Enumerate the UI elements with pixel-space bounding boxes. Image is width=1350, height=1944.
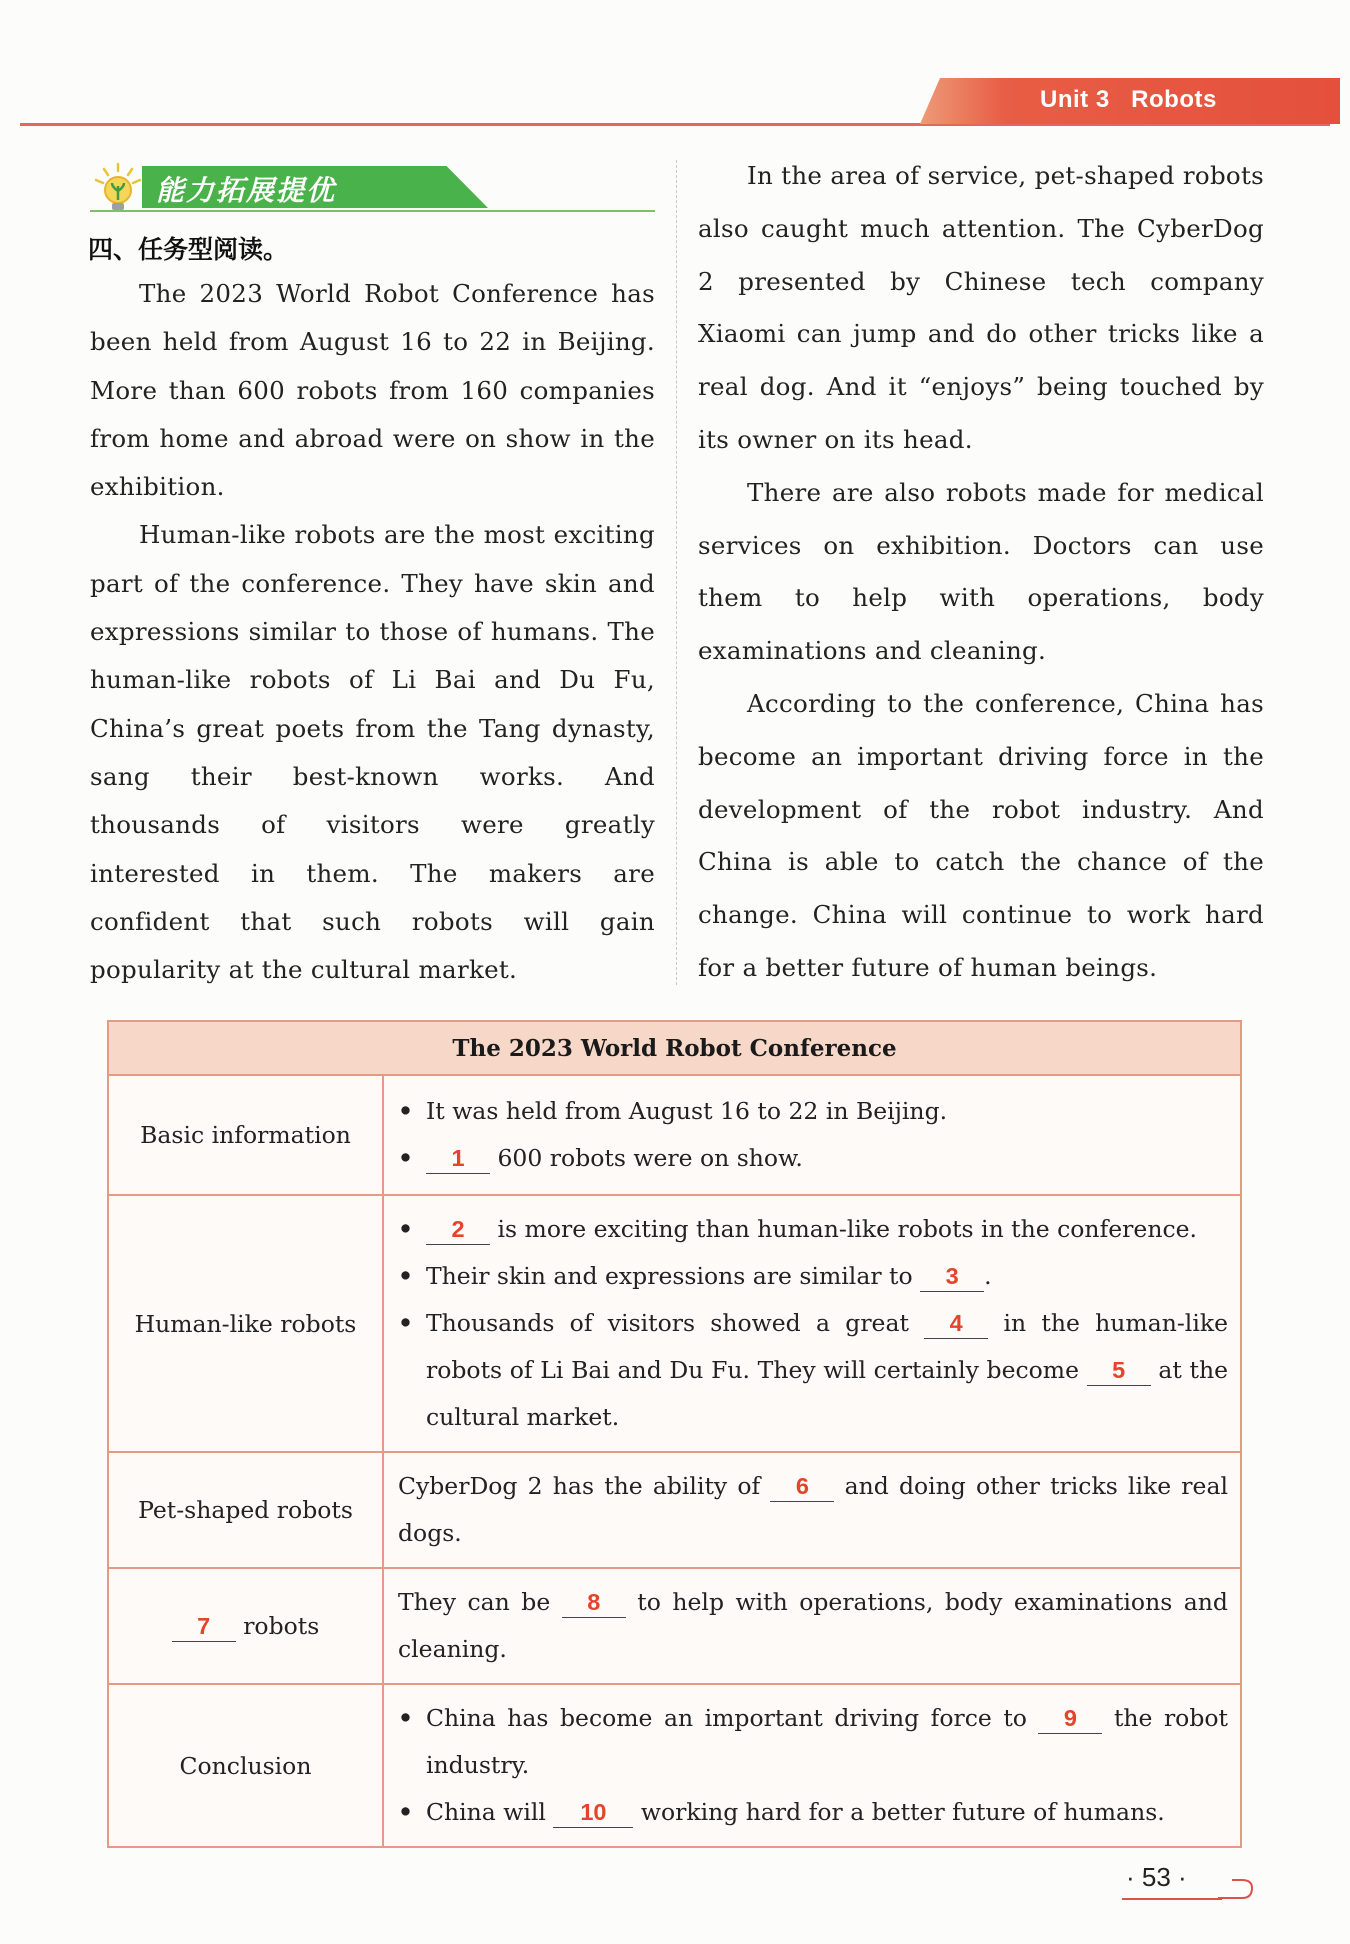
row-label-human: Human-like robots <box>108 1195 383 1452</box>
blank-4[interactable]: 4 <box>924 1308 988 1339</box>
badge-underline <box>90 210 655 212</box>
table-title: The 2023 World Robot Conference <box>108 1021 1241 1075</box>
bullet-icon: • <box>398 1097 414 1125</box>
blank-7[interactable]: 7 <box>172 1611 236 1642</box>
bullet-line: • It was held from August 16 to 22 in Beijing. <box>398 1088 1228 1135</box>
passage-left-column <box>90 270 655 994</box>
row-body-human <box>383 1195 1241 1452</box>
summary-table <box>107 1020 1242 1848</box>
blank-9[interactable]: 9 <box>1038 1703 1102 1734</box>
bullet-icon: • <box>398 1144 414 1172</box>
blank-6[interactable]: 6 <box>770 1471 834 1502</box>
page-number: · 53 · <box>1126 1862 1187 1892</box>
row-label-conclusion: Conclusion <box>108 1684 383 1847</box>
blank-3[interactable]: 3 <box>920 1261 984 1292</box>
bullet-icon: • <box>398 1309 414 1337</box>
lightbulb-icon <box>90 160 146 216</box>
bullet-line: • Their skin and expressions are similar to 3 . <box>398 1253 1228 1300</box>
table-row <box>108 1075 1241 1195</box>
unit-title: Unit 3 Robots <box>1040 86 1217 113</box>
table-row <box>108 1195 1241 1452</box>
table-row <box>108 1568 1241 1684</box>
bullet-line: • 2 is more exciting than human-like robots in the conference. <box>398 1206 1228 1253</box>
badge-title: 能力拓展提优 <box>156 174 337 207</box>
table-row <box>108 1452 1241 1568</box>
page-curl-icon <box>1218 1872 1254 1900</box>
passage-paragraph: The 2023 World Robot Conference has been held from August 16 to 22 in Beijing. More than 600 robots from 160 companies from home and abroad were on show in the exhibition. <box>90 279 655 502</box>
section-badge <box>90 160 400 210</box>
bullet-line: • Thousands of visitors showed a great 4 in the human-like robots of Li Bai and Du Fu. They will certainly become 5 at the cultural market. <box>398 1300 1228 1441</box>
row-body-basic <box>383 1075 1241 1195</box>
blank-5[interactable]: 5 <box>1087 1355 1151 1386</box>
bullet-line: • China will 10 working hard for a better future of humans. <box>398 1789 1228 1836</box>
passage-right-column <box>698 150 1264 995</box>
blank-1[interactable]: 1 <box>426 1143 490 1174</box>
bullet-line: • China has become an important driving force to 9 the robot industry. <box>398 1695 1228 1789</box>
row-label-medical: 7 robots <box>108 1568 383 1684</box>
bullet-icon: • <box>398 1798 414 1826</box>
bullet-icon: • <box>398 1262 414 1290</box>
task-heading: 四、任务型阅读。 <box>88 235 289 264</box>
row-body-pet: CyberDog 2 has the ability of 6 and doing other tricks like real dogs. <box>383 1452 1241 1568</box>
column-divider <box>676 160 677 985</box>
table-row <box>108 1684 1241 1847</box>
passage-paragraph: According to the conference, China has become an important driving force in the development of the robot industry. And China is able to catch the chance of the change. China will continue to work hard for a better future of human beings. <box>698 688 1264 982</box>
bullet-line: • 1 600 robots were on show. <box>398 1135 1228 1182</box>
table-header-row <box>108 1021 1241 1075</box>
row-body-medical: They can be 8 to help with operations, body examinations and cleaning. <box>383 1568 1241 1684</box>
page-number-rule <box>1122 1898 1222 1900</box>
row-label-basic: Basic information <box>108 1075 383 1195</box>
blank-8[interactable]: 8 <box>562 1587 626 1618</box>
row-label-pet: Pet-shaped robots <box>108 1452 383 1568</box>
row-body-conclusion <box>383 1684 1241 1847</box>
blank-10[interactable]: 10 <box>553 1797 633 1828</box>
passage-paragraph: There are also robots made for medical services on exhibition. Doctors can use them to help with operations, body examinations and cleaning. <box>698 477 1264 666</box>
blank-2[interactable]: 2 <box>426 1214 490 1245</box>
bullet-icon: • <box>398 1215 414 1243</box>
passage-paragraph: In the area of service, pet-shaped robots also caught much attention. The CyberDog 2 presented by Chinese tech company Xiaomi can jump and do other tricks like a real dog. And it “enjoys” being touched by its owner on its head. <box>698 161 1264 454</box>
passage-paragraph: Human-like robots are the most exciting part of the conference. They have skin and expressions similar to those of humans. The human-like robots of Li Bai and Du Fu, China’s great poets from the Tang dynasty, sang their best-known works. And thousands of visitors were greatly interested in them. The makers are confident that such robots will gain popularity at the cultural market. <box>90 520 655 985</box>
bullet-icon: • <box>398 1704 414 1732</box>
